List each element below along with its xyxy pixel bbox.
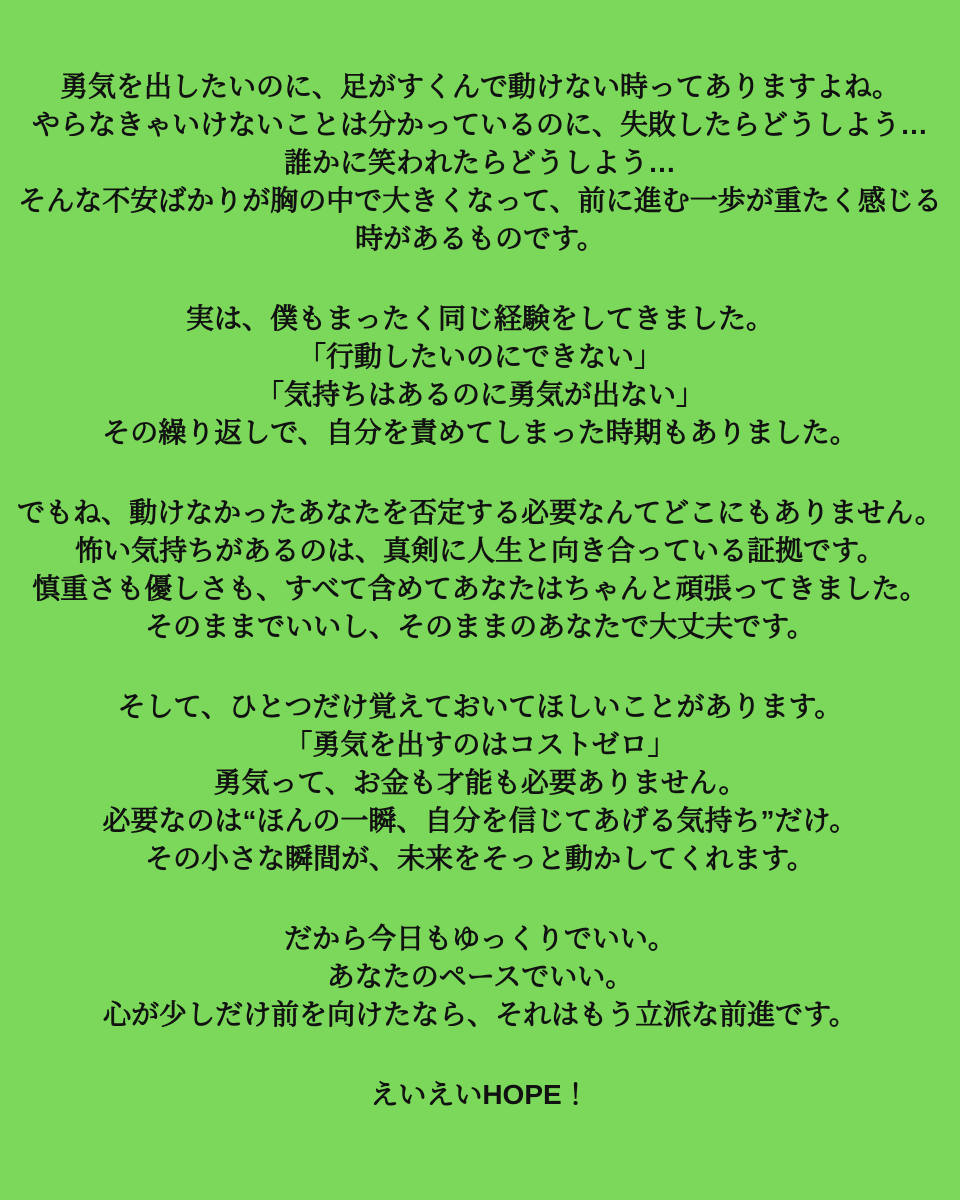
text-line: 怖い気持ちがあるのは、真剣に人生と向き合っている証拠です。 — [75, 535, 885, 566]
text-line: その繰り返しで、自分を責めてしまった時期もありました。 — [102, 417, 858, 448]
paragraph-fear — [0, 68, 960, 258]
text-line: そのままでいいし、そのままのあなたで大丈夫です。 — [145, 611, 815, 642]
text-line: あなたのペースでいい。 — [326, 961, 634, 992]
text-line: 「気持ちはあるのに勇気が出ない」 — [255, 379, 704, 410]
text-line: やらなきゃいけないことは分かっているのに、失敗したらどうしよう… — [31, 109, 928, 140]
text-line: そして、ひとつだけ覚えておいてほしいことがあります。 — [117, 691, 843, 722]
text-line: 「勇気を出すのはコストゼロ」 — [284, 729, 676, 760]
text-line: 時があるものです。 — [355, 223, 605, 254]
text-line: 実は、僕もまったく同じ経験をしてきました。 — [185, 303, 774, 334]
paragraph-experience — [0, 300, 960, 452]
paragraph-closing — [0, 1076, 960, 1114]
closing-line: えいえいHOPE！ — [370, 1079, 590, 1110]
text-line: 誰かに笑われたらどうしよう… — [283, 147, 676, 178]
text-line: 「行動したいのにできない」 — [297, 341, 662, 372]
text-line: 慎重さも優しさも、すべて含めてあなたはちゃんと頑張ってきました。 — [32, 573, 928, 604]
text-line: その小さな瞬間が、未来をそっと動かしてくれます。 — [145, 843, 815, 874]
text-line: 必要なのは“ほんの一瞬、自分を信じてあげる気持ち”だけ。 — [102, 805, 858, 836]
text-line: 勇気を出したいのに、足がすくんで動けない時ってありますよね。 — [59, 71, 900, 102]
text-line: そんな不安ばかりが胸の中で大きくなって、前に進む一歩が重たく感じる — [18, 185, 942, 216]
paragraph-your-pace — [0, 920, 960, 1034]
paragraph-acceptance — [0, 494, 960, 646]
text-line: 勇気って、お金も才能も必要ありません。 — [213, 767, 747, 798]
text-line: でもね、動けなかったあなたを否定する必要なんてどこにもありません。 — [17, 497, 943, 528]
text-line: だから今日もゆっくりでいい。 — [284, 923, 676, 954]
text-line: 心が少しだけ前を向けたなら、それはもう立派な前進です。 — [103, 999, 857, 1030]
paragraph-courage-cost-zero — [0, 688, 960, 878]
